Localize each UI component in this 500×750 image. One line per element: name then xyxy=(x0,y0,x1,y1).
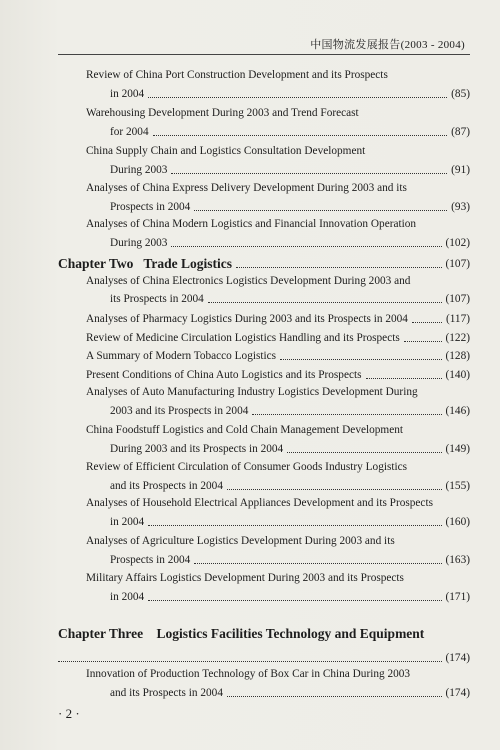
dot-leader xyxy=(412,321,442,323)
page-number: (107) xyxy=(445,292,470,305)
toc-entry xyxy=(86,367,470,381)
dot-leader xyxy=(171,172,447,174)
toc-entry-line1: Analyses of China Electronics Logistics Development During 2003 and xyxy=(86,275,411,287)
toc-entry-line1: China Supply Chain and Logistics Consultation Development xyxy=(86,145,366,157)
page-number: (122) xyxy=(445,331,470,344)
page-number: (155) xyxy=(445,479,470,492)
toc-entry-line2: for 2004 xyxy=(110,125,149,138)
toc-entry-line1: Review of Efficient Circulation of Consumer Goods Industry Logistics xyxy=(86,461,408,473)
toc-entry-line1: Analyses of China Express Delivery Development During 2003 and its xyxy=(86,182,407,194)
dot-leader xyxy=(153,134,448,136)
toc-entry xyxy=(86,348,470,362)
toc-entry-line2: and its Prospects in 2004 xyxy=(110,686,223,699)
toc-entry-text: A Summary of Modern Tobacco Logistics xyxy=(86,349,277,362)
toc-entry xyxy=(110,291,470,305)
page-number: (171) xyxy=(445,590,470,603)
page-number: (163) xyxy=(445,553,470,566)
chapter-title: Trade Logistics xyxy=(143,255,233,271)
toc-entry xyxy=(110,478,470,492)
toc-entry xyxy=(58,650,470,664)
toc-entry-line1: Analyses of Auto Manufacturing Industry Logistics Development During xyxy=(86,386,418,398)
page-number: (160) xyxy=(445,515,470,528)
toc-entry-line2: its Prospects in 2004 xyxy=(110,292,204,305)
toc-entry-line1: Analyses of China Modern Logistics and Financial Innovation Operation xyxy=(86,218,417,230)
dot-leader xyxy=(227,695,442,697)
dot-leader xyxy=(252,413,441,415)
toc-entry-line1: Warehousing Development During 2003 and Trend Forecast xyxy=(86,107,359,119)
toc-entry xyxy=(110,441,470,455)
page-number: (87) xyxy=(451,125,470,138)
toc-entry xyxy=(110,162,470,176)
chapter-label: Chapter Two xyxy=(58,255,134,271)
toc-entry-line2: During 2003 and its Prospects in 2004 xyxy=(110,442,284,455)
toc-entry-line1: Military Affairs Logistics Development During 2003 and its Prospects xyxy=(86,572,404,584)
chapter-label: Chapter Three xyxy=(58,626,144,641)
dot-leader xyxy=(404,340,442,342)
toc-entry-line1: Review of China Port Construction Development and its Prospects xyxy=(86,69,388,81)
toc-entry xyxy=(86,311,470,325)
page-number: (149) xyxy=(445,442,470,455)
toc-entry-line1: China Foodstuff Logistics and Cold Chain Management Development xyxy=(86,424,404,436)
toc-entry-line2: and its Prospects in 2004 xyxy=(110,479,223,492)
dot-leader xyxy=(236,266,442,268)
toc-entry xyxy=(110,685,470,699)
toc-entry xyxy=(110,235,470,249)
page-folio: · 2 · xyxy=(58,706,80,721)
toc-entry-line2: in 2004 xyxy=(110,590,145,603)
page-number: (174) xyxy=(445,651,470,664)
dot-leader xyxy=(280,358,441,360)
dot-leader xyxy=(171,245,441,247)
dot-leader xyxy=(148,599,441,601)
dot-leader xyxy=(208,301,442,303)
chapter-three-heading xyxy=(58,627,424,641)
toc-entry xyxy=(110,199,470,213)
toc-entry-line1: Analyses of Household Electrical Appliances Development and its Prospects xyxy=(86,497,433,509)
chapter-two-heading xyxy=(58,252,470,270)
toc-entry-line2: in 2004 xyxy=(110,87,145,100)
page-number: (146) xyxy=(445,404,470,417)
toc-entry xyxy=(110,552,470,566)
toc-entry xyxy=(86,330,470,344)
toc-entry-text: Analyses of Pharmacy Logistics During 2003 and its Prospects in 2004 xyxy=(86,312,408,325)
running-head: 中国物流发展报告(2003 - 2004) xyxy=(310,39,465,51)
page-number: (174) xyxy=(445,686,470,699)
dot-leader xyxy=(148,524,441,526)
dot-leader xyxy=(287,451,441,453)
dot-leader xyxy=(227,488,442,490)
page-number: (128) xyxy=(445,349,470,362)
toc-entry xyxy=(110,514,470,528)
chapter-title: Logistics Facilities Technology and Equipment xyxy=(156,626,425,641)
toc-entry-line1: Analyses of Agriculture Logistics Development During 2003 and its xyxy=(86,535,395,547)
dot-leader xyxy=(194,209,447,211)
toc-entry-line1: Innovation of Production Technology of Box Car in China During 2003 xyxy=(86,668,411,680)
toc-entry-text: Present Conditions of China Auto Logistics and its Prospects xyxy=(86,368,362,381)
toc-entry-line2: in 2004 xyxy=(110,515,145,528)
dot-leader xyxy=(148,96,447,98)
toc-entry-text: Review of Medicine Circulation Logistics Handling and its Prospects xyxy=(86,331,400,344)
page-number: (102) xyxy=(445,236,470,249)
page-number: (140) xyxy=(445,368,470,381)
page-number: (91) xyxy=(451,163,470,176)
toc-entry xyxy=(110,589,470,603)
toc-entry-line2: Prospects in 2004 xyxy=(110,553,191,566)
toc-entry-line2: During 2003 xyxy=(110,236,168,249)
toc-entry xyxy=(110,403,470,417)
toc-entry xyxy=(110,86,470,100)
dot-leader xyxy=(58,660,442,662)
dot-leader xyxy=(366,377,442,379)
toc-entry xyxy=(110,124,470,138)
page-number: (107) xyxy=(445,257,470,270)
page-number: (117) xyxy=(445,312,470,325)
page-number: (93) xyxy=(451,200,470,213)
toc-entry-line2: During 2003 xyxy=(110,163,168,176)
page-number: (85) xyxy=(451,87,470,100)
dot-leader xyxy=(194,562,441,564)
toc-entry-line2: Prospects in 2004 xyxy=(110,200,191,213)
toc-entry-line2: 2003 and its Prospects in 2004 xyxy=(110,404,249,417)
